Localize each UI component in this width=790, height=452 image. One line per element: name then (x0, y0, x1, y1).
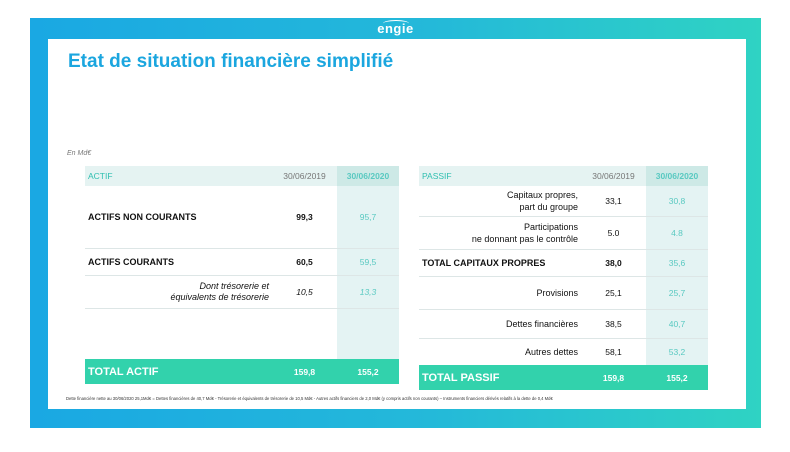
total-value-2019: 159,8 (272, 359, 337, 384)
passif-header-col2: 30/06/2020 (646, 166, 708, 186)
actif-header-col1: 30/06/2019 (272, 166, 337, 186)
row-value-2019: 33,1 (581, 186, 646, 217)
table-row (419, 217, 708, 250)
total-value-2019: 159,8 (581, 365, 646, 390)
actif-header-col2: 30/06/2020 (337, 166, 399, 186)
actif-header (85, 166, 399, 186)
footnote: Dette financière nette au 30/06/2020 25,1Md€ = Dettes financières de 40,7 Md€ - Trésorerie et équivalents de trésorerie de 10,5 Md€ - Autres actifs financiers de 2,0 Md€ (y compris actifs non courants) – Instruments financiers dérivés relatifs à la dette de 0,4 Md€ (66, 396, 553, 401)
row-label-line1: Capitaux propres, (506, 190, 578, 200)
row-label: ACTIFS COURANTS (85, 249, 272, 276)
row-value-2020: 40,7 (646, 310, 708, 339)
table-row (419, 250, 708, 277)
passif-header (419, 166, 708, 186)
row-value-2019: 58,1 (605, 347, 622, 357)
total-label: TOTAL ACTIF (85, 359, 272, 384)
row-value-2019: 25,1 (581, 277, 646, 310)
table-row (419, 277, 708, 310)
row-value-2019: 10,5 (272, 276, 337, 309)
actif-header-label: ACTIF (85, 166, 272, 186)
total-value-2020: 155,2 (337, 359, 399, 384)
row-value-2020: 95,7 (337, 186, 399, 249)
row-label-line2: part du groupe (519, 202, 578, 212)
unit-label: En Md€ (67, 150, 92, 157)
passif-header-label: PASSIF (419, 166, 581, 186)
row-value-2019: 99,3 (272, 186, 337, 249)
table-row (85, 276, 399, 309)
row-value-2019: 5.0 (581, 217, 646, 250)
row-label: ACTIFS NON COURANTS (85, 186, 272, 249)
row-label: TOTAL CAPITAUX PROPRES (419, 250, 581, 277)
passif-table (419, 166, 708, 390)
table-row (419, 339, 708, 366)
row-label: Autres dettes (524, 347, 578, 357)
row-label-line2: ne donnant pas le contrôle (471, 234, 578, 244)
row-value-2020: 4.8 (646, 217, 708, 250)
row-label-line1: Dont trésorerie et (199, 281, 269, 291)
row-value-2020: 13,3 (337, 276, 399, 309)
actif-table (85, 166, 399, 384)
passif-header-col1: 30/06/2019 (581, 166, 646, 186)
table-row (85, 186, 399, 249)
passif-total-row (419, 365, 708, 390)
row-label (419, 217, 581, 250)
row-value-2019: 38,0 (581, 250, 646, 277)
row-value-2020: 30,8 (646, 186, 708, 217)
row-label (419, 186, 581, 217)
slide-frame (30, 18, 761, 428)
table-row (85, 249, 399, 276)
row-label-line2: équivalents de trésorerie (170, 292, 269, 302)
row-label: Dettes financières (419, 310, 581, 339)
row-value-2020: 25,7 (646, 277, 708, 310)
page-title: Etat de situation financière simplifié (68, 51, 394, 72)
row-value-2020: 59,5 (337, 249, 399, 276)
row-label-line1: Participations (523, 222, 578, 232)
row-label: Provisions (419, 277, 581, 310)
table-row (419, 186, 708, 217)
actif-total-row (85, 359, 399, 384)
slide-content (48, 39, 746, 409)
row-value-2019: 60,5 (272, 249, 337, 276)
engie-logo: engie (377, 21, 414, 36)
row-label (85, 276, 272, 309)
total-label: TOTAL PASSIF (419, 365, 581, 390)
total-value-2020: 155,2 (646, 365, 708, 390)
row-value-2019: 38,5 (581, 310, 646, 339)
row-value-2020: 35,6 (646, 250, 708, 277)
table-row (419, 310, 708, 339)
row-value-2020: 53,2 (646, 339, 708, 366)
table-row-empty (85, 309, 399, 360)
